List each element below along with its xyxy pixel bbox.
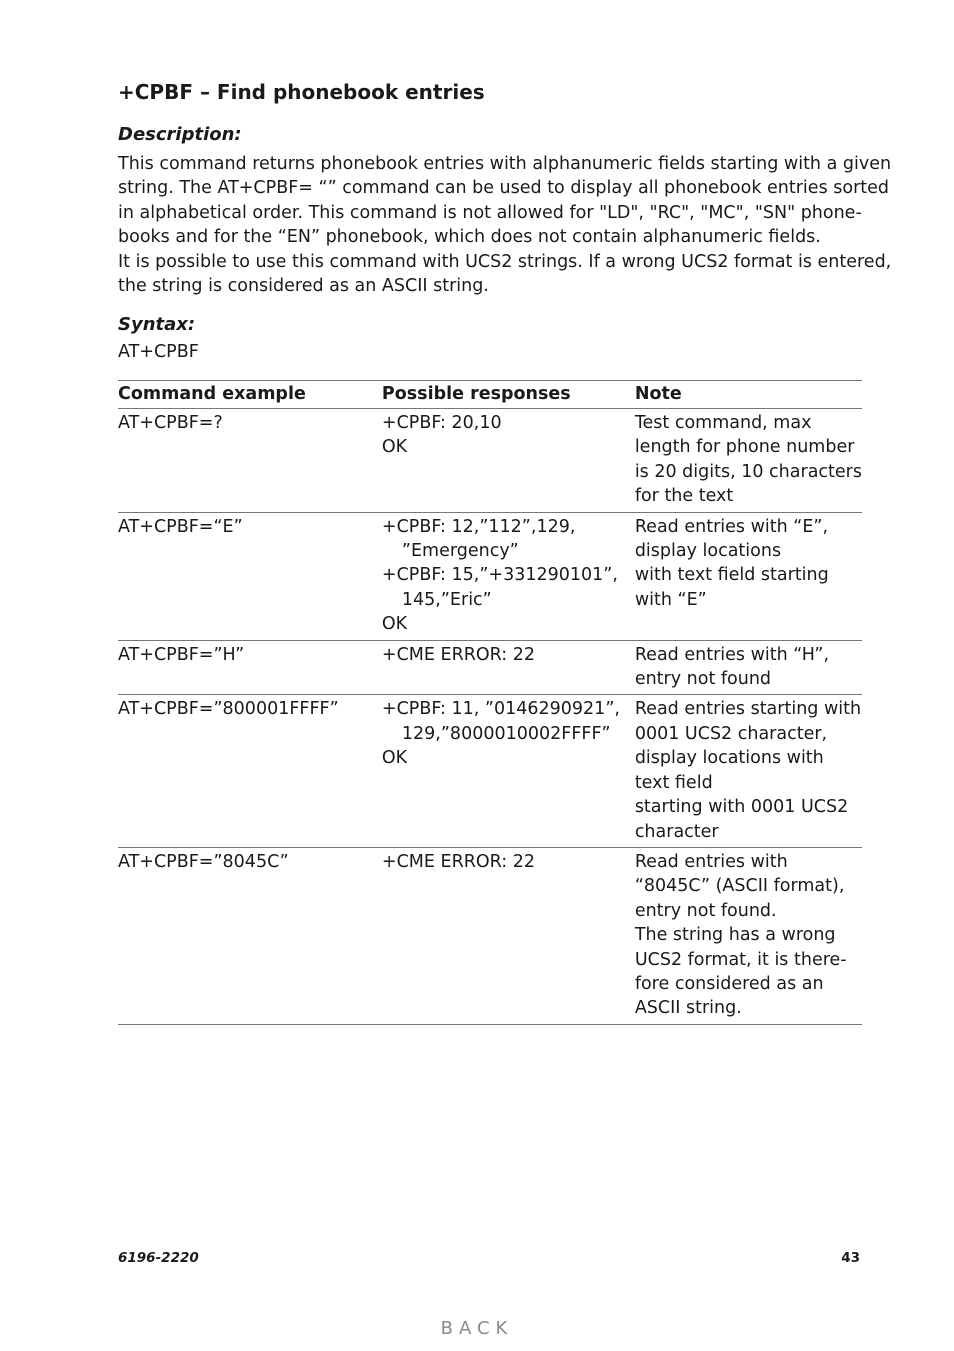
command-table [118, 380, 862, 1025]
table-row [118, 847, 862, 1024]
note-line: display locations [634, 541, 782, 562]
note-line: with text field starting [634, 565, 829, 586]
note-line: fore considered as an [634, 973, 824, 994]
note-line: “8045C” (ASCII format), [634, 876, 845, 897]
command-text: AT+CPBF=”H” [118, 644, 245, 665]
responses-cell [382, 695, 635, 847]
note-cell [635, 409, 862, 513]
header-command-example: Command example [118, 381, 382, 409]
response-line: +CPBF: 11, ”0146290921”, [381, 699, 620, 720]
responses-cell [382, 512, 635, 640]
response-line: OK [381, 437, 408, 458]
note-line: Test command, max [634, 413, 812, 433]
command-cell [118, 409, 382, 513]
back-button[interactable]: BACK [440, 1318, 514, 1339]
command-text: AT+CPBF=”800001FFFF” [118, 699, 339, 720]
description-line: string. The AT+CPBF= “” command can be used to display all phonebook entries sorted [118, 178, 889, 199]
command-text: AT+CPBF=? [118, 413, 223, 433]
response-line: +CPBF: 12,”112”,129, [381, 516, 576, 537]
description-text [118, 152, 892, 298]
note-line: 0001 UCS2 character, [634, 723, 828, 744]
note-line: UCS2 format, it is there- [634, 949, 847, 970]
response-line: OK [381, 614, 408, 635]
footer-page-number: 43 [841, 1250, 860, 1266]
response-line: OK [381, 748, 408, 769]
syntax-value: AT+CPBF [118, 342, 199, 362]
command-cell [118, 512, 382, 640]
description-line: the string is considered as an ASCII string. [118, 276, 489, 297]
table-row [118, 409, 862, 513]
page-title: +CPBF – Find phonebook entries [118, 80, 485, 104]
note-cell [635, 847, 862, 1024]
note-line: Read entries starting with [634, 699, 862, 720]
description-line: books and for the “EN” phonebook, which does not contain alphanumeric fields. [118, 227, 821, 248]
note-line: Read entries with [634, 851, 788, 872]
response-line: +CPBF: 20,10 [381, 413, 502, 433]
description-line: in alphabetical order. This command is not allowed for "LD", "RC", "MC", "SN" phone- [118, 202, 862, 223]
command-cell [118, 847, 382, 1024]
header-possible-responses: Possible responses [382, 381, 635, 409]
description-label: Description: [118, 124, 242, 145]
header-note: Note [635, 381, 862, 409]
note-line: ASCII string. [634, 998, 742, 1019]
note-cell [635, 640, 862, 695]
command-text: AT+CPBF=“E” [118, 516, 243, 537]
note-line: starting with 0001 UCS2 [634, 797, 849, 818]
note-line: text field [634, 772, 713, 793]
command-cell [118, 695, 382, 847]
command-text: AT+CPBF=”8045C” [118, 851, 289, 872]
response-line: +CME ERROR: 22 [381, 851, 536, 872]
command-cell [118, 640, 382, 695]
response-line: 129,”8000010002FFFF” [401, 723, 611, 744]
response-line: ”Emergency” [401, 541, 519, 562]
table-row [118, 512, 862, 640]
description-line: It is possible to use this command with UCS2 strings. If a wrong UCS2 format is entered, [118, 251, 892, 272]
description-line: This command returns phonebook entries with alphanumeric fields starting with a given [118, 154, 892, 174]
footer-doc-number: 6196-2220 [118, 1250, 199, 1266]
note-cell [635, 695, 862, 847]
note-line: character [634, 821, 719, 842]
note-line: display locations with [634, 748, 824, 769]
note-line: for the text [634, 486, 734, 507]
note-line: entry not found [634, 669, 772, 690]
table-row [118, 695, 862, 847]
response-line: 145,”Eric” [401, 589, 492, 610]
note-line: with “E” [634, 589, 707, 610]
note-line: Read entries with “H”, [634, 644, 830, 665]
note-line: The string has a wrong [634, 925, 836, 946]
note-line: entry not found. [634, 900, 777, 921]
note-cell [635, 512, 862, 640]
responses-cell [382, 640, 635, 695]
response-line: +CPBF: 15,”+331290101”, [381, 565, 618, 586]
note-line: is 20 digits, 10 characters [634, 461, 862, 482]
table-header-row [118, 381, 862, 409]
note-line: Read entries with “E”, [634, 516, 829, 537]
responses-cell [382, 409, 635, 513]
table-row [118, 640, 862, 695]
response-line: +CME ERROR: 22 [381, 644, 536, 665]
note-line: length for phone number [634, 437, 855, 458]
responses-cell [382, 847, 635, 1024]
syntax-label: Syntax: [118, 314, 196, 335]
